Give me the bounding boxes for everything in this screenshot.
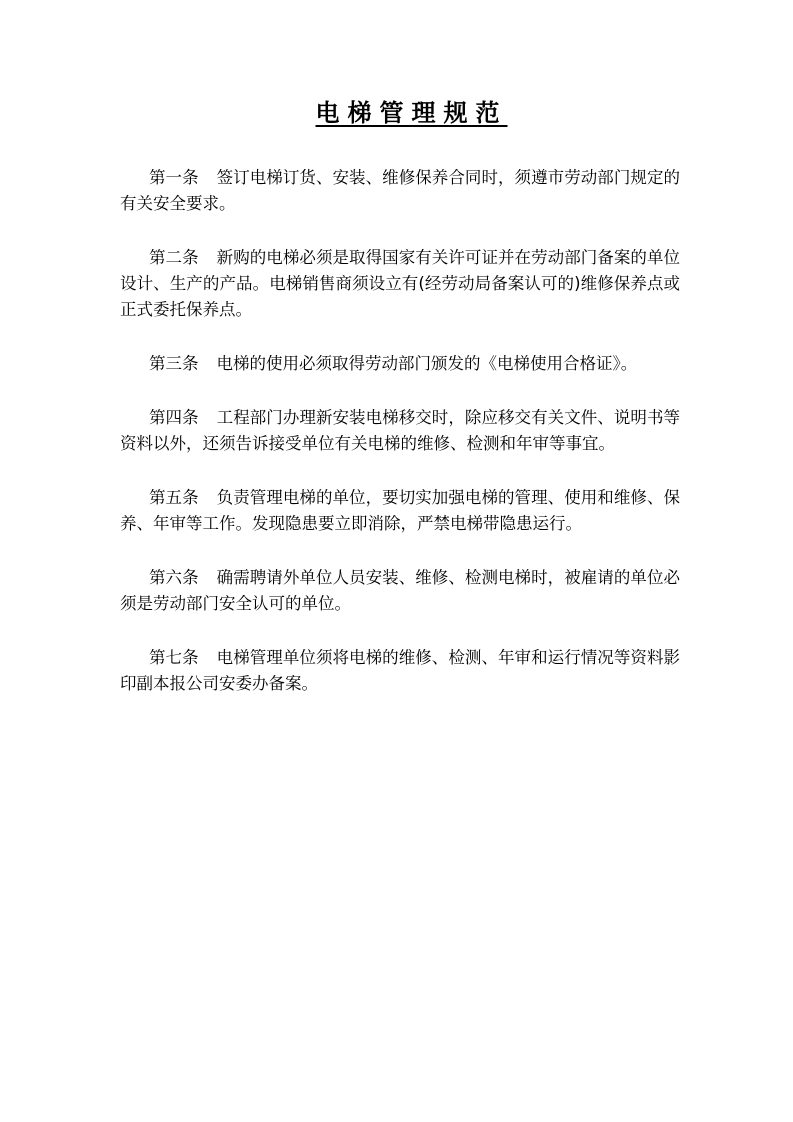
article-3 [120,351,680,377]
article-number: 第七条 [149,648,199,667]
article-7 [120,645,680,697]
article-text: 签订电梯订货、安装、维修保养合同时，须遵市劳动部门规定的有关安全要求。 [120,168,681,213]
article-2 [120,245,680,323]
document-title [0,96,793,130]
article-5 [120,485,680,537]
article-6 [120,565,680,617]
article-number: 第四条 [149,408,199,427]
article-number: 第五条 [149,488,199,507]
article-number: 第二条 [149,248,199,267]
article-4 [120,405,680,457]
article-number: 第六条 [149,568,199,587]
article-text: 工程部门办理新安装电梯移交时，除应移交有关文件、说明书等资料以外，还须告诉接受单位有关电梯的维修、检测和年审等事宜。 [120,408,681,453]
article-text: 新购的电梯必须是取得国家有关许可证并在劳动部门备案的单位设计、生产的产品。电梯销售商须设立有(经劳动局备案认可的)维修保养点或正式委托保养点。 [120,248,681,319]
article-text: 负责管理电梯的单位，要切实加强电梯的管理、使用和维修、保养、年审等工作。发现隐患要立即消除，严禁电梯带隐患运行。 [120,488,681,533]
article-list [120,165,680,725]
article-text: 电梯的使用必须取得劳动部门颁发的《电梯使用合格证》。 [216,354,638,373]
article-text: 电梯管理单位须将电梯的维修、检测、年审和运行情况等资料影印副本报公司安委办备案。 [120,648,681,693]
article-text: 确需聘请外单位人员安装、维修、检测电梯时，被雇请的单位必须是劳动部门安全认可的单位。 [120,568,681,613]
article-number: 第三条 [149,354,199,373]
document-title-text: 电梯管理规范 [315,99,508,127]
article-number: 第一条 [149,168,199,187]
article-1 [120,165,680,217]
